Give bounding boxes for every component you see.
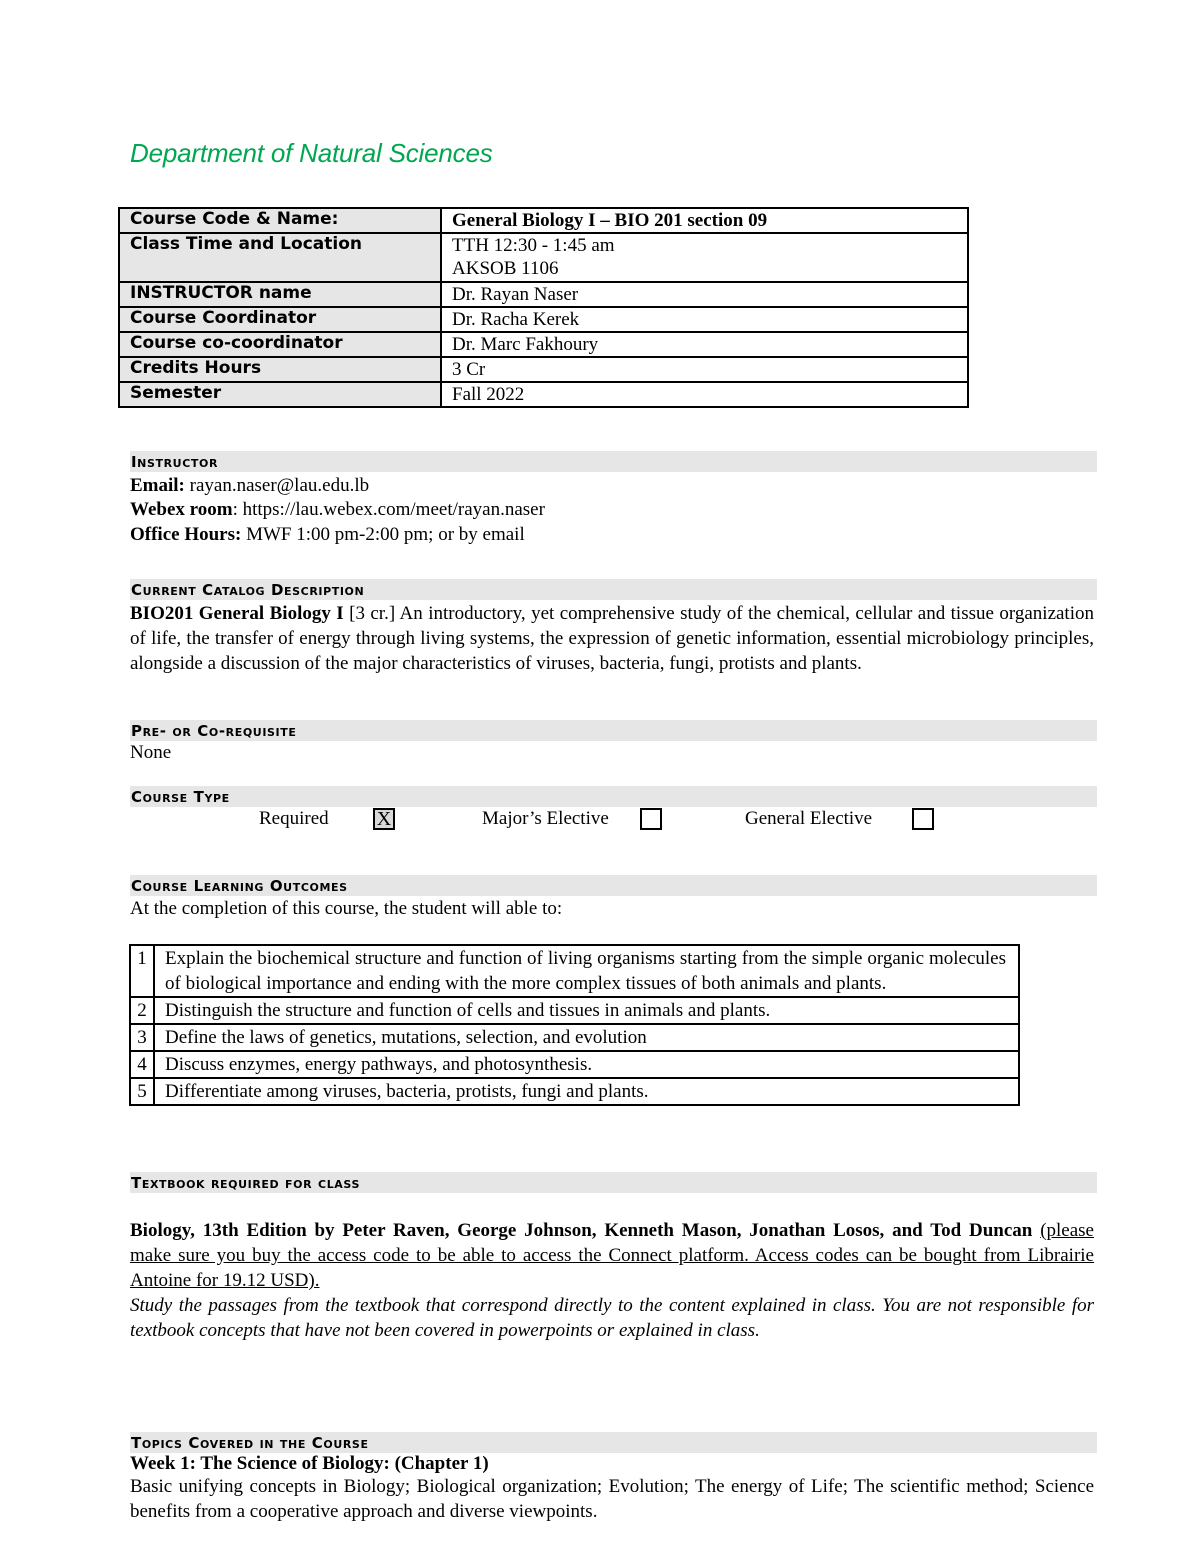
coordinator-label: Course Coordinator <box>119 307 441 332</box>
outcome-number: 1 <box>130 945 154 997</box>
instructor-name-value: Dr. Rayan Naser <box>441 282 968 307</box>
outcome-text: Explain the biochemical structure and function of living organisms starting from the simple organic molecules of biological importance and ending with the more complex tissues of both animals and plants. <box>154 945 1019 997</box>
outcome-number: 4 <box>130 1051 154 1078</box>
outcomes-heading: Course Learning Outcomes <box>130 875 1097 896</box>
credits-value: 3 Cr <box>441 357 968 382</box>
semester-value: Fall 2022 <box>441 382 968 407</box>
table-row <box>119 357 968 382</box>
textbook-title: Biology, 13th Edition by Peter Raven, George Johnson, Kenneth Mason, Jonathan Losos, and Tod Duncan <box>130 1220 1033 1241</box>
major-elective-checkbox[interactable] <box>640 808 662 830</box>
table-row <box>130 1078 1019 1105</box>
table-row <box>119 307 968 332</box>
email-value[interactable]: rayan.naser@lau.edu.lb <box>189 475 370 496</box>
outcomes-table <box>129 944 1020 1106</box>
outcome-text: Distinguish the structure and function of cells and tissues in animals and plants. <box>154 997 1019 1024</box>
class-time-value <box>441 233 968 282</box>
textbook-study-note: Study the passages from the textbook that correspond directly to the content explained in class. You are not responsible for textbook concepts that have not been covered in powerpoints or explained in class. <box>130 1295 1094 1341</box>
table-row <box>119 233 968 282</box>
webex-line <box>130 498 545 522</box>
course-type-heading: Course Type <box>130 786 1097 807</box>
co-coordinator-label: Course co-coordinator <box>119 332 441 357</box>
course-code-label: Course Code & Name: <box>119 208 441 233</box>
instructor-name-label: INSTRUCTOR name <box>119 282 441 307</box>
webex-label: Webex room <box>130 499 233 520</box>
week1-title: Week 1: The Science of Biology: (Chapter 1) <box>130 1453 489 1474</box>
outcome-number: 5 <box>130 1078 154 1105</box>
general-elective-checkbox[interactable] <box>912 808 934 830</box>
co-coordinator-value: Dr. Marc Fakhoury <box>441 332 968 357</box>
semester-label: Semester <box>119 382 441 407</box>
instructor-heading: Instructor <box>130 451 1097 472</box>
table-row <box>130 945 1019 997</box>
textbook-heading: Textbook required for class <box>130 1172 1097 1193</box>
table-row <box>119 382 968 407</box>
week1-description: Basic unifying concepts in Biology; Biological organization; Evolution; The energy of Life; The scientific method; Science benefits from a cooperative approach and diverse viewpoints. <box>130 1476 1094 1522</box>
catalog-description <box>130 601 1094 676</box>
table-row <box>119 208 968 233</box>
course-code-value: General Biology I – BIO 201 section 09 <box>441 208 968 233</box>
table-row <box>119 332 968 357</box>
outcome-text: Differentiate among viruses, bacteria, protists, fungi and plants. <box>154 1078 1019 1105</box>
class-time-label: Class Time and Location <box>119 233 441 282</box>
course-info-table <box>118 207 969 408</box>
table-row <box>130 1051 1019 1078</box>
outcome-text: Define the laws of genetics, mutations, selection, and evolution <box>154 1024 1019 1051</box>
catalog-course-title: BIO201 General Biology I <box>130 603 344 624</box>
email-label: Email: <box>130 475 185 496</box>
table-row <box>130 997 1019 1024</box>
outcome-number: 3 <box>130 1024 154 1051</box>
outcome-number: 2 <box>130 997 154 1024</box>
outcomes-intro: At the completion of this course, the student will able to: <box>130 898 563 919</box>
catalog-heading: Current Catalog Description <box>130 579 1097 600</box>
class-time: TTH 12:30 - 1:45 am <box>452 235 615 256</box>
topics-heading: Topics Covered in the Course <box>130 1432 1097 1453</box>
office-hours-label: Office Hours: <box>130 524 242 545</box>
type-required-label: Required <box>259 808 329 829</box>
office-hours-value: MWF 1:00 pm-2:00 pm; or by email <box>246 524 525 545</box>
office-hours-line <box>130 523 525 547</box>
prereq-heading: Pre- or Co-requisite <box>130 720 1097 741</box>
email-line <box>130 474 369 498</box>
catalog-text: [3 cr.] An introductory, yet comprehensive study of the chemical, cellular and tissue organization of life, the transfer of energy through living systems, the expression of genetic information, essential microbiology principles, alongside a discussion of the major characteristics of viruses, bacteria, fungi, protists and plants. <box>130 603 1094 674</box>
required-checkbox[interactable]: X <box>373 808 395 830</box>
class-location: AKSOB 1106 <box>452 258 559 279</box>
credits-label: Credits Hours <box>119 357 441 382</box>
webex-value[interactable]: : https://lau.webex.com/meet/rayan.naser <box>232 499 545 520</box>
type-general-elective-label: General Elective <box>745 808 873 829</box>
textbook-paragraph <box>130 1218 1094 1293</box>
textbook-access-note: (please make sure you buy the access code to be able to access the Connect platform. Access codes can be bought from Librairie Antoine for 19.12 USD). <box>130 1220 1094 1291</box>
prereq-text: None <box>130 742 172 763</box>
table-row <box>130 1024 1019 1051</box>
outcome-text: Discuss enzymes, energy pathways, and photosynthesis. <box>154 1051 1019 1078</box>
department-title: Department of Natural Sciences <box>130 138 493 168</box>
coordinator-value: Dr. Racha Kerek <box>441 307 968 332</box>
table-row <box>119 282 968 307</box>
type-major-elective-label: Major’s Elective <box>482 808 609 829</box>
